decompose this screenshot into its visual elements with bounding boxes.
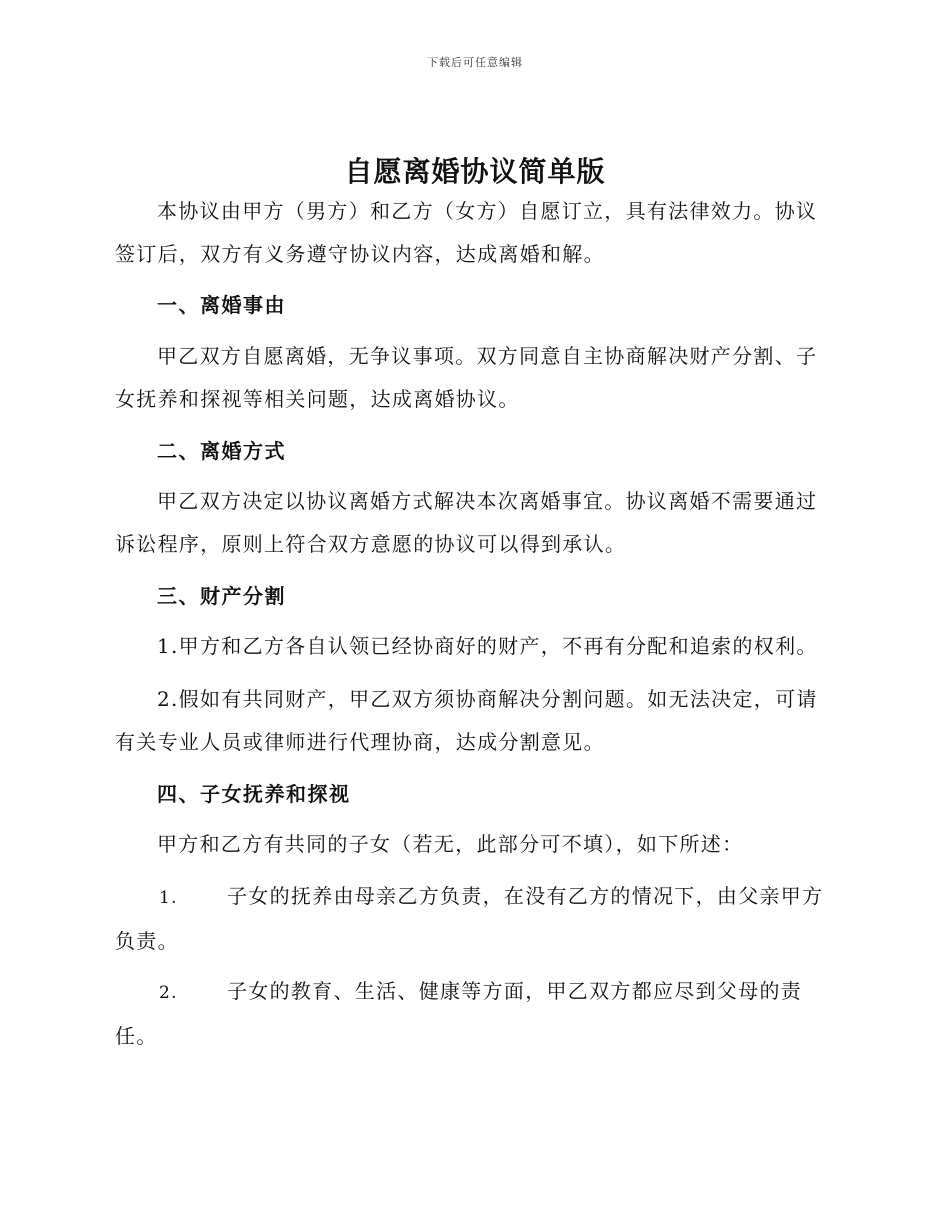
- list-item-number: 1.: [159, 888, 178, 908]
- list-item-text: 子女的抚养由母亲乙方负责，在没有乙方的情况下，由父亲甲方负责。: [115, 884, 824, 953]
- document-title: 自愿离婚协议简单版: [344, 155, 606, 188]
- section-3-paragraph-2: 2.假如有共同财产，甲乙双方须协商解决分割问题。如无法决定，可请有关专业人员或律师进行代理协商，达成分割意见。: [115, 687, 818, 754]
- section-heading-2: 二、离婚方式: [157, 439, 286, 463]
- section-4-paragraph-1: 甲方和乙方有共同的子女（若无，此部分可不填），如下所述：: [157, 832, 744, 856]
- header-note: 下载后可任意编辑: [427, 56, 523, 69]
- list-item: [115, 875, 835, 963]
- section-heading-1: 一、离婚事由: [157, 293, 286, 317]
- section-1-paragraph-1: 甲乙双方自愿离婚，无争议事项。双方同意自主协商解决财产分割、子女抚养和探视等相关问题，达成离婚协议。: [115, 344, 818, 411]
- section-heading-4: 四、子女抚养和探视: [157, 782, 351, 806]
- list-item-text: 子女的教育、生活、健康等方面，甲乙双方都应尽到父母的责任。: [115, 979, 803, 1048]
- section-heading-3: 三、财产分割: [157, 584, 286, 608]
- intro-paragraph: 本协议由甲方（男方）和乙方（女方）自愿订立，具有法律效力。协议签订后，双方有义务遵守协议内容，达成离婚和解。: [115, 199, 818, 266]
- list-item: [115, 970, 835, 1058]
- section-3-paragraph-1: 1.甲方和乙方各自认领已经协商好的财产，不再有分配和追索的权利。: [157, 634, 818, 658]
- section-2-paragraph-1: 甲乙双方决定以协议离婚方式解决本次离婚事宜。协议离婚不需要通过诉讼程序，原则上符合双方意愿的协议可以得到承认。: [115, 489, 818, 556]
- list-item-number: 2.: [159, 983, 178, 1003]
